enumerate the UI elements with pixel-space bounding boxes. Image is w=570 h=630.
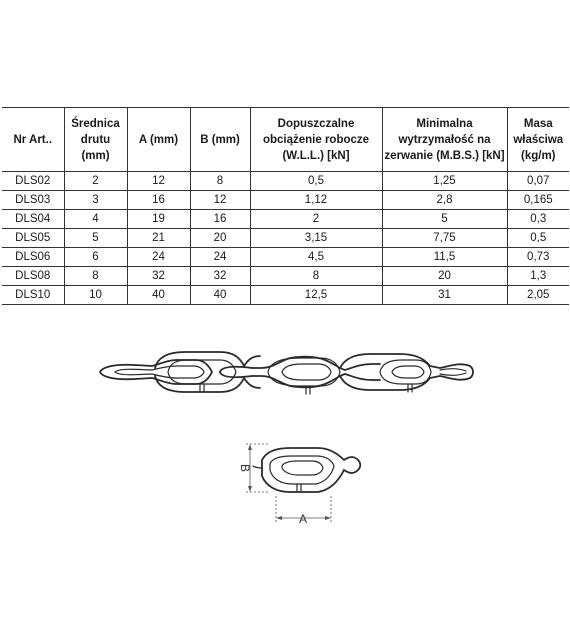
table-cell: 40 bbox=[127, 286, 190, 305]
table-cell: 8 bbox=[250, 267, 382, 286]
table-cell: 8 bbox=[64, 267, 127, 286]
table-cell: DLS05 bbox=[2, 229, 64, 248]
table-cell: 19 bbox=[127, 210, 190, 229]
table-cell: 6 bbox=[64, 248, 127, 267]
table-cell: 2 bbox=[64, 172, 127, 191]
table-cell: 1,25 bbox=[382, 172, 507, 191]
dimension-b-label: B bbox=[238, 463, 252, 473]
table-cell: 16 bbox=[127, 191, 190, 210]
table-cell: 24 bbox=[127, 248, 190, 267]
table-cell: 16 bbox=[190, 210, 250, 229]
table-cell: 3,15 bbox=[250, 229, 382, 248]
table-cell: 1,3 bbox=[507, 267, 569, 286]
table-cell: 21 bbox=[127, 229, 190, 248]
table-cell: 0,73 bbox=[507, 248, 569, 267]
table-cell: 8 bbox=[190, 172, 250, 191]
table-cell: 32 bbox=[190, 267, 250, 286]
table-cell: 12 bbox=[190, 191, 250, 210]
table-cell: 1,12 bbox=[250, 191, 382, 210]
table-cell: 20 bbox=[190, 229, 250, 248]
header-b-mm: B (mm) bbox=[190, 108, 250, 172]
table-cell: 5 bbox=[382, 210, 507, 229]
table-cell: 2 bbox=[250, 210, 382, 229]
table-cell: 0,5 bbox=[250, 172, 382, 191]
table-cell: 12,5 bbox=[250, 286, 382, 305]
table-cell: DLS10 bbox=[2, 286, 64, 305]
header-article-number: Nr Art.. bbox=[2, 108, 64, 172]
table-cell: 32 bbox=[127, 267, 190, 286]
table-cell: 40 bbox=[190, 286, 250, 305]
table-cell: DLS08 bbox=[2, 267, 64, 286]
table-cell: 0,165 bbox=[507, 191, 569, 210]
table-cell: 24 bbox=[190, 248, 250, 267]
table-cell: DLS04 bbox=[2, 210, 64, 229]
table-cell: 12 bbox=[127, 172, 190, 191]
table-cell: 4,5 bbox=[250, 248, 382, 267]
table-cell: DLS02 bbox=[2, 172, 64, 191]
table-cell: 11,5 bbox=[382, 248, 507, 267]
table-cell: 0,07 bbox=[507, 172, 569, 191]
table-cell: 2,8 bbox=[382, 191, 507, 210]
chain-link-side bbox=[155, 352, 260, 392]
table-cell: 0,5 bbox=[507, 229, 569, 248]
table-cell: 3 bbox=[64, 191, 127, 210]
header-wire-diameter: Średnica drutu (mm) bbox=[64, 108, 127, 172]
table-cell: 5 bbox=[64, 229, 127, 248]
table-cell: 10 bbox=[64, 286, 127, 305]
table-cell: 4 bbox=[64, 210, 127, 229]
table-cell: 0,3 bbox=[507, 210, 569, 229]
header-a-mm: A (mm) bbox=[127, 108, 190, 172]
header-unit-mass: Masa właściwa (kg/m) bbox=[507, 108, 569, 172]
header-working-load-limit: Dopuszczalne obciążenie robocze (W.L.L.) [kN] bbox=[250, 108, 382, 172]
table-cell: 7,75 bbox=[382, 229, 507, 248]
table-cell: 20 bbox=[382, 267, 507, 286]
table-cell: DLS03 bbox=[2, 191, 64, 210]
chain-link-side bbox=[340, 354, 473, 392]
dimension-a-label: A bbox=[298, 512, 308, 526]
table-cell: DLS06 bbox=[2, 248, 64, 267]
table-cell: 31 bbox=[382, 286, 507, 305]
single-link-diagram bbox=[253, 448, 360, 492]
header-min-breaking-strength: Minimalna wytrzymałość na zerwanie (M.B.S.) [kN] bbox=[382, 108, 507, 172]
table-cell: 2,05 bbox=[507, 286, 569, 305]
